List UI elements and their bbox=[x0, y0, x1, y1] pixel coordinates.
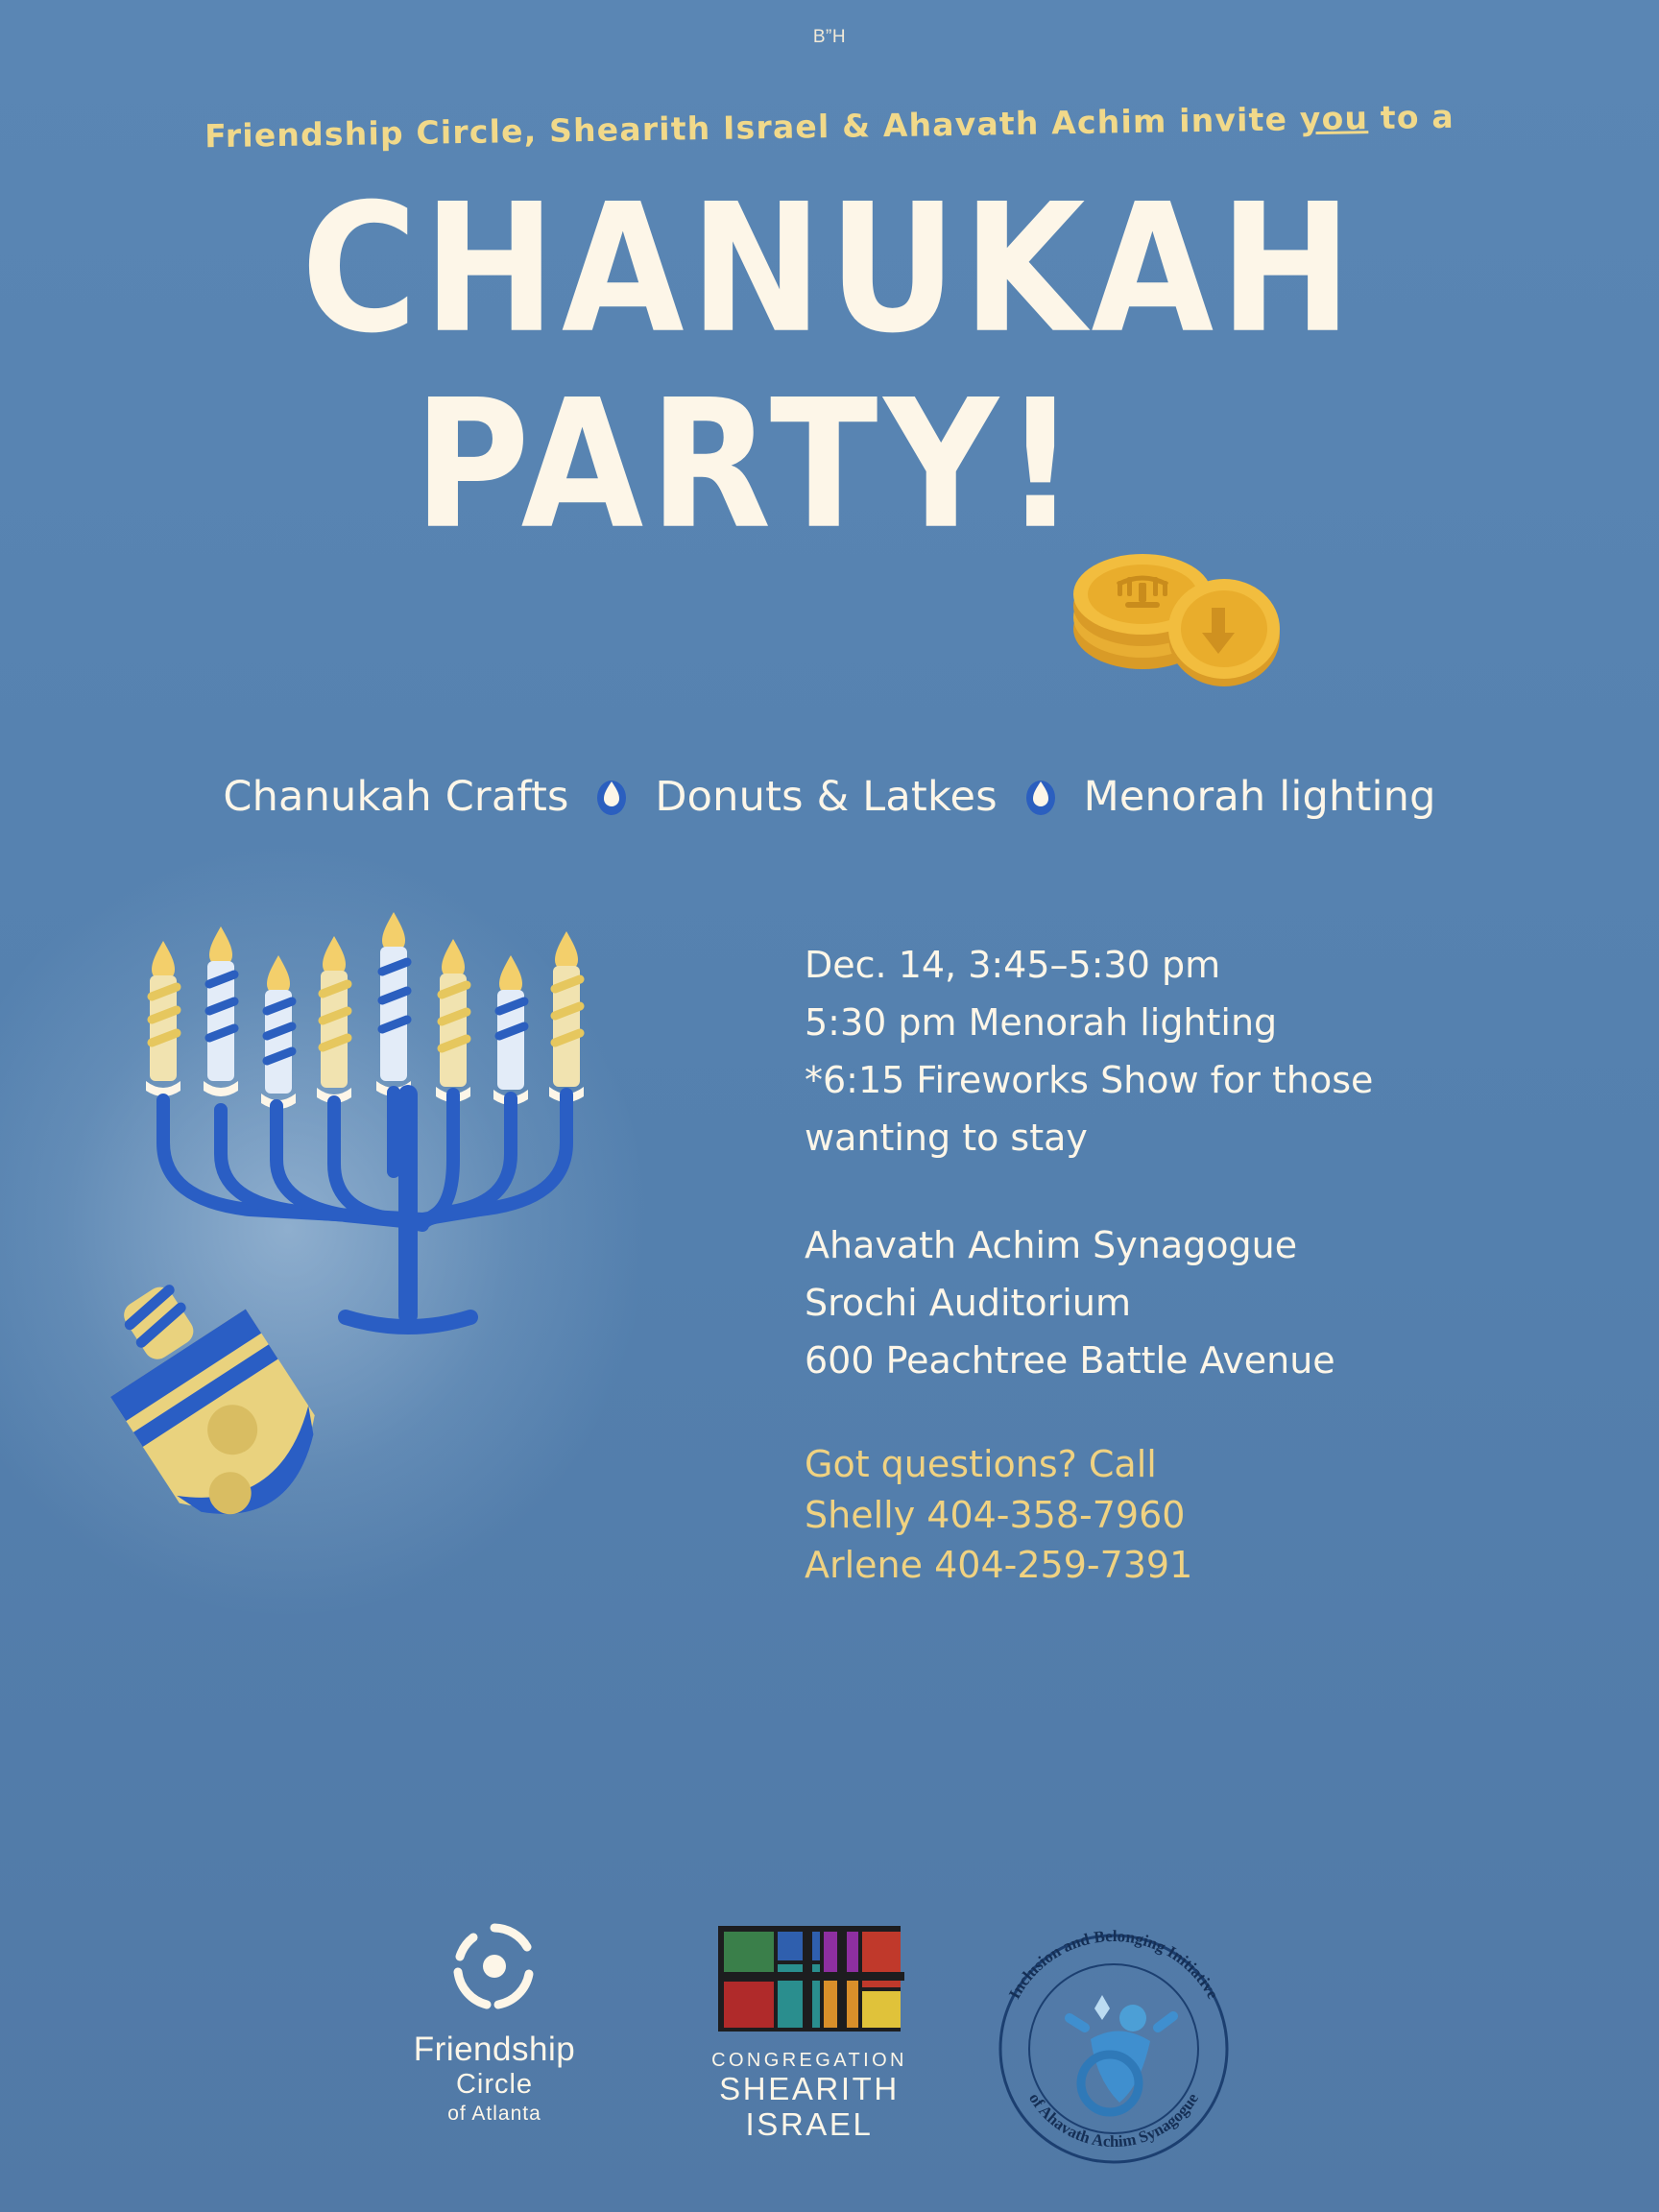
schedule-line: Dec. 14, 3:45–5:30 pm bbox=[805, 944, 1221, 986]
schedule-line: wanting to stay bbox=[805, 1117, 1088, 1160]
contact-prompt: Got questions? Call bbox=[805, 1443, 1157, 1486]
shearith-label: SHEARITH bbox=[719, 2071, 900, 2106]
page-title bbox=[0, 165, 1659, 568]
invitation-line bbox=[0, 94, 1659, 157]
invitation-prefix: Friendship Circle, Shearith Israel & Ahavath Achim invite bbox=[204, 100, 1301, 156]
seal-bottom-text-data bbox=[970, 2178, 971, 2179]
invitation-suffix: to a bbox=[1367, 97, 1455, 137]
friendship-circle-name: Friendship bbox=[413, 2031, 576, 2068]
contact-block bbox=[805, 1439, 1592, 1590]
israel-label: ISRAEL bbox=[745, 2105, 874, 2142]
feature-menorah-lighting: Menorah lighting bbox=[1083, 773, 1436, 821]
contact-phone-shelly[interactable]: Shelly 404-358-7960 bbox=[805, 1493, 1186, 1536]
headline-line-2: PARTY! bbox=[413, 361, 1083, 568]
friendship-circle-logo bbox=[384, 1914, 605, 2126]
event-details bbox=[805, 936, 1592, 1591]
friendship-circle-location: of Atlanta bbox=[447, 2103, 541, 2125]
headline-line-1: CHANUKAH bbox=[301, 165, 1358, 373]
features-line bbox=[0, 773, 1659, 827]
bh-mark: B”H bbox=[812, 27, 847, 47]
friendship-circle-mark bbox=[437, 1914, 552, 2020]
menorah-icon bbox=[146, 912, 584, 1327]
logos-row bbox=[0, 1905, 1659, 2174]
chanukah-gelt-coins-illustration bbox=[1046, 514, 1296, 696]
friendship-circle-sub: Circle bbox=[455, 2069, 534, 2100]
feature-donuts-latkes: Donuts & Latkes bbox=[655, 773, 998, 821]
menorah-and-dreidel-illustration bbox=[58, 902, 730, 1719]
venue-block bbox=[805, 1216, 1592, 1389]
svg-text:of Ahavath Achim Synagogue bbox=[1025, 2089, 1202, 2151]
schedule-line: 5:30 pm Menorah lighting bbox=[805, 1001, 1278, 1045]
flame-icon bbox=[595, 776, 628, 827]
stained-glass-mark bbox=[689, 1922, 929, 2037]
invitation-underlined-word: you bbox=[1299, 99, 1369, 138]
seal-top-text: Inclusion and Belonging Initiative bbox=[1004, 1926, 1223, 2003]
shearith-israel-logo bbox=[689, 1922, 929, 2143]
contact-phone-arlene[interactable]: Arlene 404-259-7391 bbox=[805, 1544, 1193, 1587]
venue-line: Ahavath Achim Synagogue bbox=[805, 1224, 1298, 1267]
schedule-block bbox=[805, 936, 1592, 1166]
schedule-line: *6:15 Fireworks Show for those bbox=[805, 1059, 1374, 1102]
feature-crafts: Chanukah Crafts bbox=[223, 773, 569, 821]
dreidel-icon bbox=[74, 1253, 342, 1545]
flame-icon bbox=[1024, 776, 1057, 827]
seal-top-text-data bbox=[970, 2178, 971, 2179]
inclusion-belonging-seal bbox=[970, 1905, 1258, 2174]
venue-line: 600 Peachtree Battle Avenue bbox=[805, 1339, 1335, 1382]
congregation-label: CONGREGATION bbox=[711, 2050, 907, 2071]
venue-line: Srochi Auditorium bbox=[805, 1282, 1131, 1325]
seal-bottom-text: of Ahavath Achim Synagogue bbox=[1024, 2089, 1203, 2152]
